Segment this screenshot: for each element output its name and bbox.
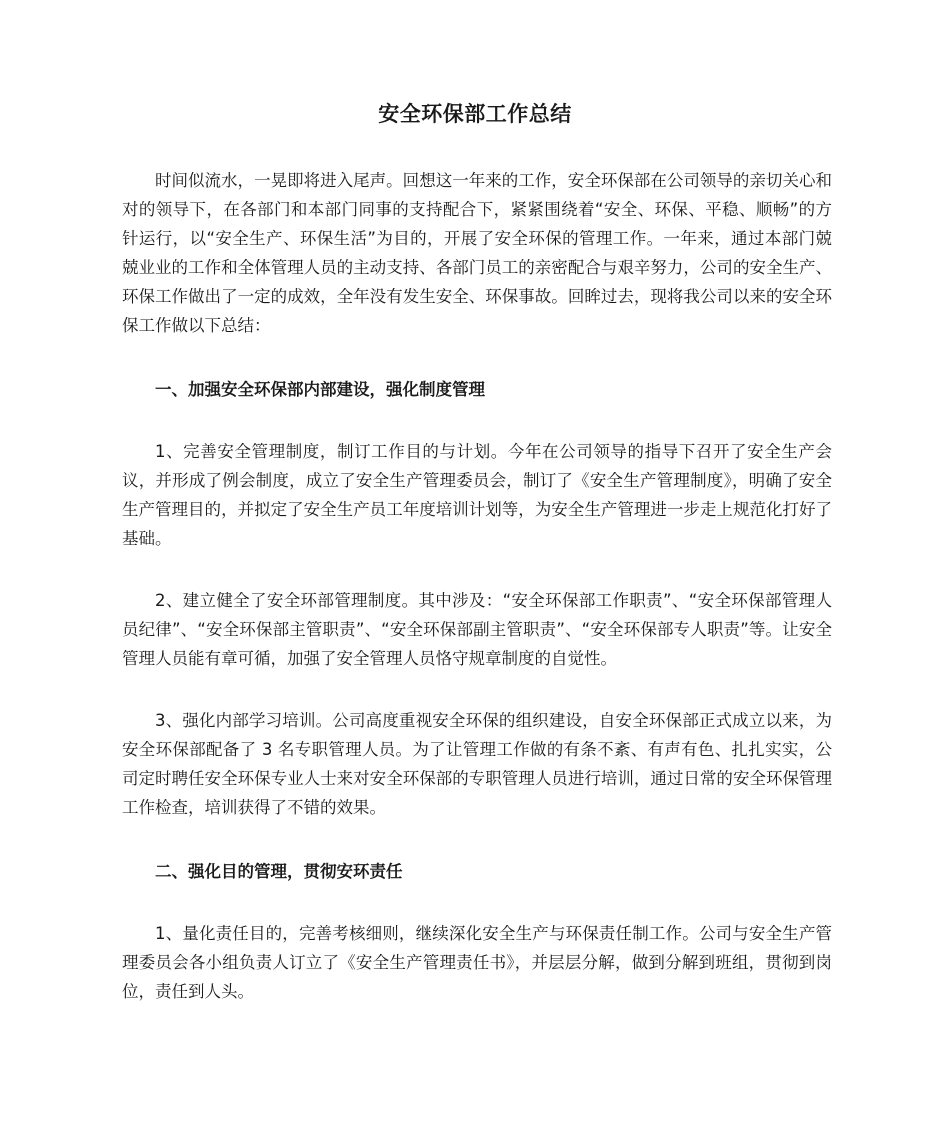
section-1-paragraph-3: 3、强化内部学习培训。公司高度重视安全环保的组织建设，自安全环保部正式成立以来，为安全环保部配备了 3 名专职管理人员。为了让管理工作做的有条不紊、有声有色、扎扎实实，公司定时聘任安全环保专业人士来对安全环保部的专职管理人员进行培训，通过日常的安全环保管理工作检查，培训获得了不错的效果。	[122, 711, 832, 817]
document-title: 安全环保部工作总结	[378, 102, 572, 126]
document-body	[122, 166, 832, 1006]
section-1-paragraph-2: 2、建立健全了安全环部管理制度。其中涉及：“安全环保部工作职责”、“安全环保部管理人员纪律”、“安全环保部主管职责”、“安全环保部副主管职责”、“安全环保部专人职责”等。让安全管理人员能有章可循，加强了安全管理人员恪守规章制度的自觉性。	[122, 591, 832, 668]
intro-paragraph: 时间似流水，一晃即将进入尾声。回想这一年来的工作，安全环保部在公司领导的亲切关心和对的领导下，在各部门和本部门同事的支持配合下，紧紧围绕着“安全、环保、平稳、顺畅”的方针运行，以“安全生产、环保生活”为目的，开展了安全环保的管理工作。一年来，通过本部门兢兢业业的工作和全体管理人员的主动支持、各部门员工的亲密配合与艰辛努力，公司的安全生产、环保工作做出了一定的成效，全年没有发生安全、环保事故。回眸过去，现将我公司以来的安全环保工作做以下总结：	[122, 171, 832, 335]
section-2-paragraph-1: 1、量化责任目的，完善考核细则，继续深化安全生产与环保责任制工作。公司与安全生产管理委员会各小组负责人订立了《安全生产管理责任书》，并层层分解，做到分解到班组，贯彻到岗位，责任到人头。	[122, 924, 832, 1001]
section-2-heading: 二、强化目的管理，贯彻安环责任	[155, 862, 403, 881]
section-1-heading: 一、加强安全环保部内部建设，强化制度管理	[155, 380, 485, 399]
section-1-paragraph-1: 1、完善安全管理制度，制订工作目的与计划。今年在公司领导的指导下召开了安全生产会议，并形成了例会制度，成立了安全生产管理委员会，制订了《安全生产管理制度》，明确了安全生产管理目的，并拟定了安全生产员工年度培训计划等，为安全生产管理进一步走上规范化打好了基础。	[122, 442, 832, 548]
